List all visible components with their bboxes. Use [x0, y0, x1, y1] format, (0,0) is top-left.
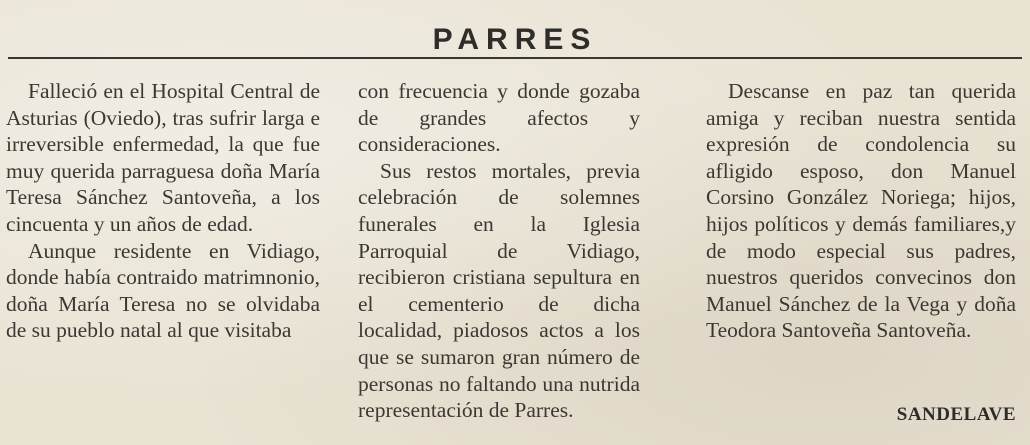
article-paragraph: Sus restos mortales, previa celebración de solemnes funerales en la Iglesia Parroquial de Vidiago, recibieron cristiana sepultura en el cementerio de dicha localidad, piadosos actos a los que se sumaron gran número de personas no faltando una nutrida representación de Parres. — [358, 158, 640, 423]
article-header — [0, 20, 1030, 60]
author-signature: SANDELAVE — [896, 404, 1016, 425]
article-paragraph: Aunque residente en Vidiago, donde había contraido matrimnonio, doña María Teresa no se olvidaba de su pueblo natal al que visitaba — [6, 238, 320, 343]
article-column-1 — [6, 78, 320, 344]
article-column-3 — [706, 78, 1016, 344]
article-paragraph: Falleció en el Hospital Central de Asturias (Oviedo), tras sufrir larga e irreversible enfermedad, la que fue muy querida parraguesa doña María Teresa Sánchez Santoveña, a los cincuenta y un años de edad. — [6, 79, 320, 236]
article-column-2 — [358, 78, 640, 424]
title-rule — [8, 57, 1022, 59]
article-paragraph: con frecuencia y donde gozaba de grandes afectos y consideraciones. — [358, 79, 640, 157]
article-paragraph: Descanse en paz tan querida amiga y reciban nuestra sentida expresión de condolencia su afligido esposo, don Manuel Corsino González Noriega; hijos, hijos políticos y demás familiares,y de modo especial sus padres, nuestros queridos convecinos don Manuel Sánchez de la Vega y doña Teodora Santoveña Santoveña. — [706, 79, 1016, 343]
article-title: PARRES — [432, 23, 598, 56]
